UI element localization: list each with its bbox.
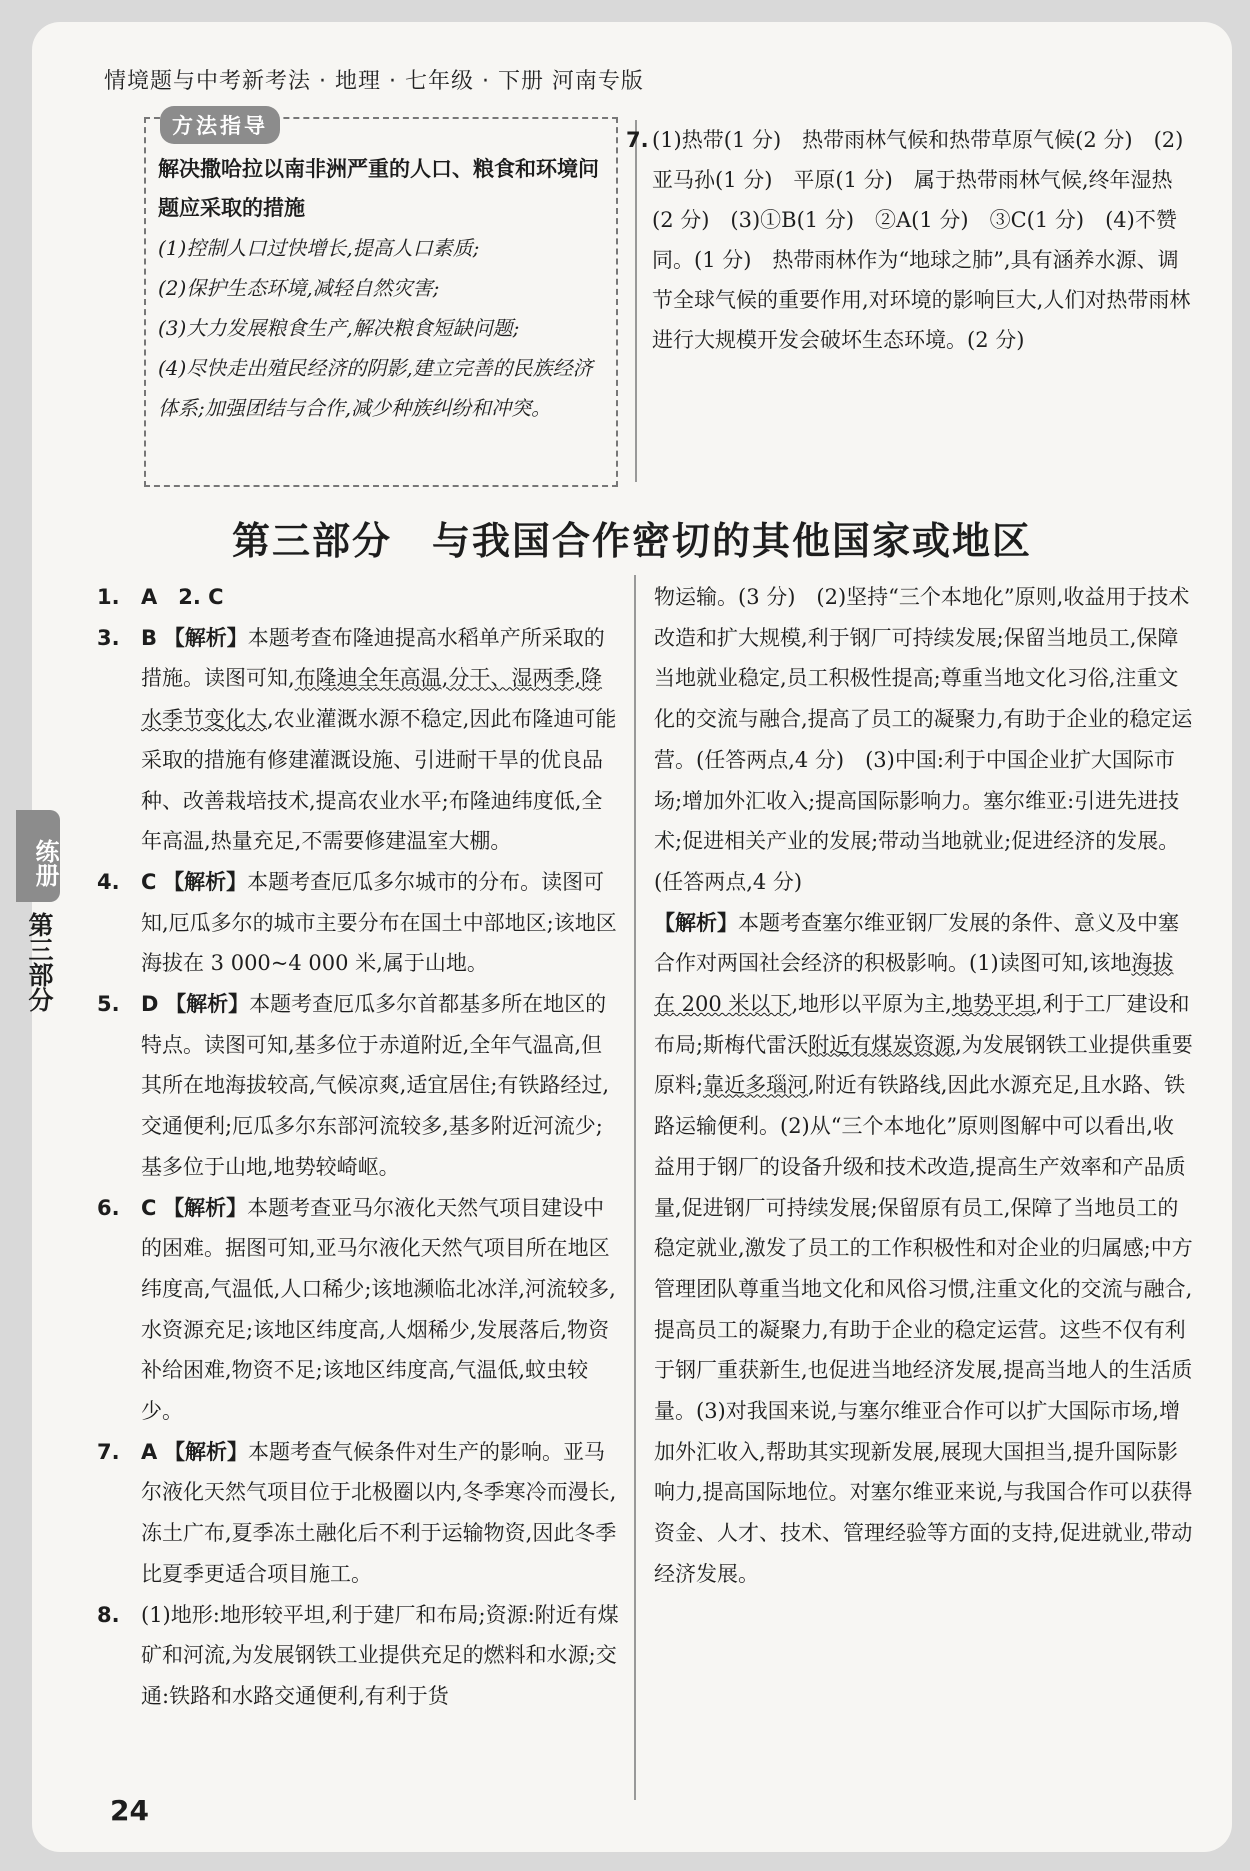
answer-item [97,1595,622,1717]
answer-choice: C [141,869,157,894]
underlined-text: 靠近多瑙河 [703,1073,809,1098]
analysis-text: 本题考查布隆迪提高水稻单产所采取的措施。读图可知, [141,625,605,691]
column-divider [634,575,636,1800]
right-column [654,577,1194,1595]
method-tag: 方法指导 [160,106,280,144]
answer-choice: C [141,1195,157,1220]
analysis-paragraph [654,903,1194,1595]
answer-item [97,984,622,1188]
analysis-tag: 【解析】 [165,992,250,1017]
underlined-text: 附近有煤炭资源 [808,1032,956,1057]
analysis-text: 本题考查塞尔维亚钢厂发展的条件、意义及中塞合作对两国社会经济的积极影响。(1)读图可知,该地 [654,910,1179,976]
method-item: (1)控制人口过快增长,提高人口素质; [158,236,480,260]
answer-item [97,1188,622,1432]
left-column [97,577,622,1717]
previous-answer-7 [626,120,1192,360]
analysis-text: ,地形以平原为主, [791,992,952,1017]
side-tab: 练册 [16,810,60,902]
page-number: 24 [110,1794,149,1827]
underlined-text: 海拔在 200 米以下 [654,951,1174,1017]
analysis-tag: 【解析】 [163,869,248,894]
analysis-text: 本题考查亚马尔液化天然气项目建设中的困难。据图可知,亚马尔液化天然气项目所在地区纬度高,气温低,人口稀少;该地濒临北冰洋,河流较多,水资源充足;该地区纬度高,人烟稀少,发展落后,物资补给困难,物资不足;该地区纬度高,气温低,蚊虫较少。 [141,1195,616,1424]
answer-item [97,1432,622,1595]
answer-number: 8. [97,1602,120,1627]
answer-number: 1. [97,585,120,609]
answer-item [97,577,622,618]
side-section-label: 第三部分 [25,912,54,1012]
underlined-text: 地势平坦 [951,992,1036,1017]
answer-number: 4. [97,869,120,894]
underlined-text: 布隆迪全年高温,分干、湿两季,降水季节变化大 [141,666,603,732]
answer-text: A 2. C [141,585,224,609]
answer-number: 7. [626,128,649,152]
answer-text: (1)地形:地形较平坦,利于建厂和布局;资源:附近有煤矿和河流,为发展钢铁工业提供充足的燃料和水源;交通:铁路和水路交通便利,有利于货 [141,1602,619,1708]
method-title: 解决撒哈拉以南非洲严重的人口、粮食和环境问题应采取的措施 [158,157,599,220]
analysis-text: ,为发展钢铁工业提供重要原料; [654,1032,1193,1098]
page [32,22,1232,1852]
answer-continuation: 物运输。(3 分) (2)坚持“三个本地化”原则,收益用于技术改造和扩大规模,利于钢厂可持续发展;保留当地员工,保障当地就业稳定,员工积极性提高;尊重当地文化习俗,注重文化的交流与融合,提高了员工的凝聚力,有助于企业的稳定运营。(任答两点,4 分) (3)中国:利于中国企业扩大国际市场;增加外汇收入;提高国际影响力。塞尔维亚:引进先进技术;促进相关产业的发展;带动当地就业;促进经济的发展。(任答两点,4 分) [654,585,1193,894]
analysis-text: ,附近有铁路线,因此水源充足,且水路、铁路运输便利。(2)从“三个本地化”原则图解中可以看出,收益用于钢厂的设备升级和技术改造,提高生产效率和产品质量,促进钢厂可持续发展;保留原有员工,保障了当地员工的稳定就业,激发了员工的工作积极性和对企业的归属感;中方管理团队尊重当地文化和风俗习惯,注重文化的交流与融合,提高员工的凝聚力,有助于企业的稳定运营。这些不仅有利于钢厂重获新生,也促进当地经济发展,提高当地人的生活质量。(3)对我国来说,与塞尔维亚合作可以扩大国际市场,增加外汇收入,帮助其实现新发展,展现大国担当,提升国际影响力,提高国际地位。对塞尔维亚来说,与我国合作可以获得资金、人才、技术、管理经验等方面的支持,促进就业,带动经济发展。 [654,1073,1193,1586]
column-divider [635,120,637,482]
analysis-text: ,农业灌溉水源不稳定,因此布隆迪可能采取的措施有修建灌溉设施、引进耐干旱的优良品种、改善栽培技术,提高农业水平;布隆迪纬度低,全年高温,热量充足,不需要修建温室大棚。 [141,707,617,854]
analysis-tag: 【解析】 [163,1195,248,1220]
answer-number: 5. [97,992,120,1017]
analysis-tag: 【解析】 [163,625,248,650]
analysis-text: ,利于工厂建设和布局;斯梅代雷沃 [654,992,1190,1057]
answer-number: 3. [97,625,120,650]
analysis-text: 本题考查厄瓜多尔首都基多所在地区的特点。读图可知,基多位于赤道附近,全年气温高,但其所在地海拔较高,气候凉爽,适宜居住;有铁路经过,交通便利;厄瓜多尔东部河流较多,基多附近河流少;基多位于山地,地势较崎岖。 [141,992,610,1179]
answer-item [97,862,622,984]
method-items [158,228,608,428]
answer-number: 7. [97,1439,120,1464]
method-item: (4)尽快走出殖民经济的阴影,建立完善的民族经济体系;加强团结与合作,减少种族纠纷和冲突。 [158,356,593,420]
method-item: (2)保护生态环境,减轻自然灾害; [158,276,440,300]
answer-number: 6. [97,1195,120,1220]
analysis-text: 本题考查气候条件对生产的影响。亚马尔液化天然气项目位于北极圈以内,冬季寒冷而漫长,冻土广布,夏季冻土融化后不利于运输物资,因此冬季比夏季更适合项目施工。 [141,1439,617,1586]
book-header: 情境题与中考新考法 · 地理 · 七年级 · 下册 河南专版 [104,69,644,94]
section-title: 第三部分 与我国合作密切的其他国家或地区 [231,519,1032,563]
answer-choice: A [141,1439,158,1464]
answer-choice: B [141,625,158,650]
answer-choice: D [141,992,159,1017]
analysis-text: 本题考查厄瓜多尔城市的分布。读图可知,厄瓜多尔的城市主要分布在国土中部地区;该地区海拔在 3 000~4 000 米,属于山地。 [141,869,617,976]
analysis-tag: 【解析】 [163,1439,248,1464]
answer-item [97,618,622,862]
method-item: (3)大力发展粮食生产,解决粮食短缺问题; [158,316,520,340]
answer-text: (1)热带(1 分) 热带雨林气候和热带草原气候(2 分) (2)亚马孙(1 分) 平原(1 分) 属于热带雨林气候,终年湿热(2 分) (3)①B(1 分) ②A(1 分) ③C(1 分) (4)不赞同。(1 分) 热带雨林作为“地球之肺”,具有涵养水源、调节全球气候的重要作用,对环境的影响巨大,人们对热带雨林进行大规模开发会破坏生态环境。(2 分) [652,128,1191,352]
analysis-tag: 【解析】 [654,910,738,935]
